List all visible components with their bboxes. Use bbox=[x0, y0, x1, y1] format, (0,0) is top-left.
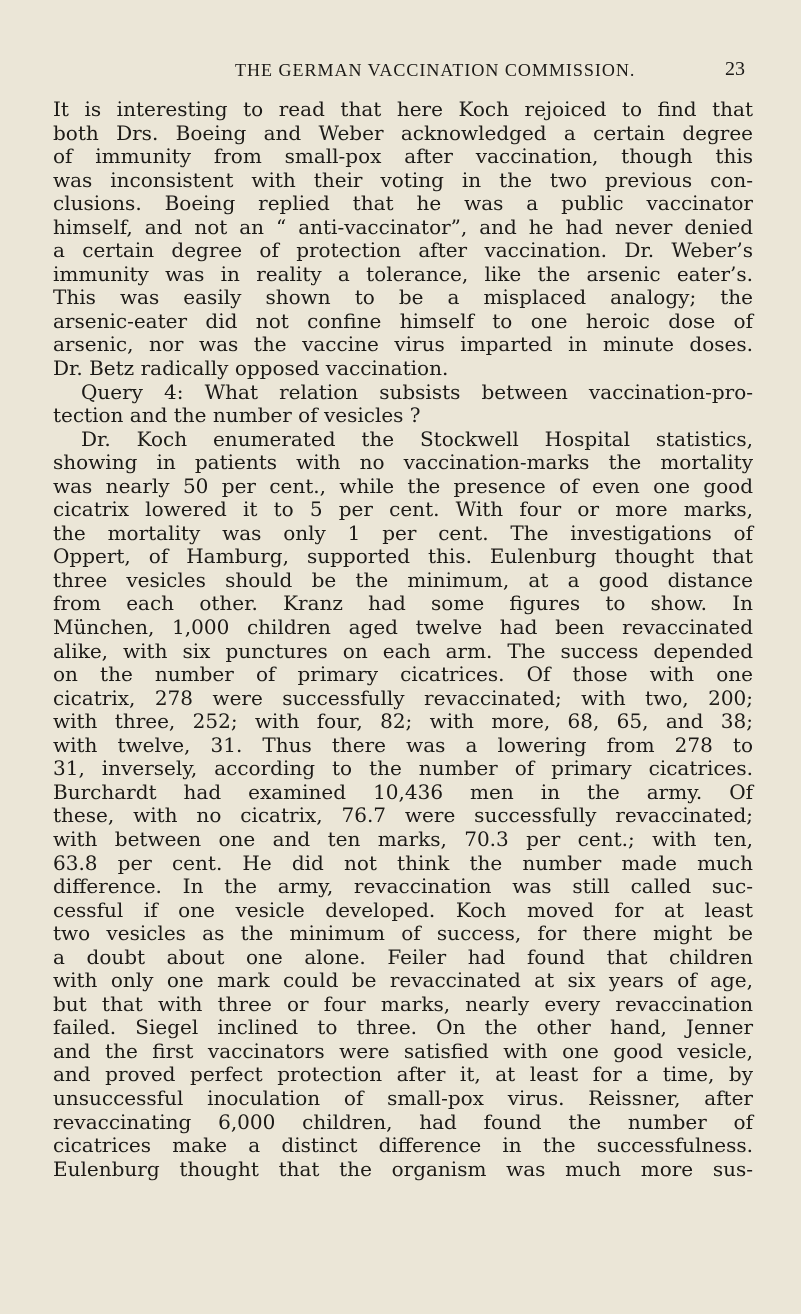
text-line: cicatrices make a distinct difference in the successfulness. bbox=[53, 1133, 753, 1158]
text-line: arsenic-eater did not confine himself to one heroic dose of bbox=[53, 308, 753, 333]
text-line: Dr. Betz radically opposed vaccination. bbox=[53, 356, 449, 381]
text-line: cessful if one vesicle developed. Koch moved for at least bbox=[53, 897, 753, 922]
text-line: of immunity from small-pox after vaccination, though this bbox=[53, 144, 753, 169]
text-line: a certain degree of protection after vaccination. Dr. Weber’s bbox=[53, 238, 753, 263]
text-line: was nearly 50 per cent., while the presence of even one good bbox=[53, 473, 753, 498]
text-line: these, with no cicatrix, 76.7 were successfully revaccinated; bbox=[53, 803, 753, 828]
text-line: Oppert, of Hamburg, supported this. Eulenburg thought that bbox=[53, 544, 753, 569]
text-line: Query 4: What relation subsists between vaccination-pro- bbox=[81, 379, 753, 404]
text-line: cicatrix, 278 were successfully revaccinated; with two, 200; bbox=[53, 685, 753, 710]
text-line: himself, and not an “ anti-vaccinator”, and he had never denied bbox=[53, 214, 753, 239]
running-head bbox=[0, 60, 801, 84]
text-line: with twelve, 31. Thus there was a lowering from 278 to bbox=[53, 732, 753, 757]
text-line: three vesicles should be the minimum, at a good distance bbox=[53, 567, 753, 592]
text-line: a doubt about one alone. Feiler had found that children bbox=[53, 944, 753, 969]
text-line: showing in patients with no vaccination-marks the mortality bbox=[53, 450, 753, 475]
text-line: München, 1,000 children aged twelve had been revaccinated bbox=[53, 615, 753, 640]
body-text bbox=[53, 98, 753, 1181]
text-line: from each other. Kranz had some figures to show. In bbox=[53, 591, 753, 616]
text-line: failed. Siegel inclined to three. On the other hand, Jenner bbox=[53, 1015, 753, 1040]
text-line: immunity was in reality a tolerance, like the arsenic eater’s. bbox=[53, 261, 753, 286]
text-line: with between one and ten marks, 70.3 per cent.; with ten, bbox=[53, 826, 753, 851]
text-line: the mortality was only 1 per cent. The investigations of bbox=[53, 520, 753, 545]
text-line: both Drs. Boeing and Weber acknowledged a certain degree bbox=[53, 120, 753, 145]
text-line: alike, with six punctures on each arm. The success depended bbox=[53, 638, 753, 663]
text-line: cicatrix lowered it to 5 per cent. With four or more marks, bbox=[53, 497, 753, 522]
text-line: revaccinating 6,000 children, had found the number of bbox=[53, 1109, 753, 1134]
text-line: was inconsistent with their voting in the two previous con- bbox=[53, 167, 753, 192]
text-line: It is interesting to read that here Koch rejoiced to find that bbox=[53, 97, 753, 121]
text-line: 63.8 per cent. He did not think the number made much bbox=[53, 850, 753, 875]
page-number: 23 bbox=[725, 58, 745, 80]
text-line: and the first vaccinators were satisfied with one good vesicle, bbox=[53, 1038, 753, 1063]
text-line: This was easily shown to be a misplaced analogy; the bbox=[53, 285, 753, 310]
text-line: Eulenburg thought that the organism was much more sus- bbox=[53, 1156, 753, 1181]
text-line: difference. In the army, revaccination was still called suc- bbox=[53, 874, 753, 899]
text-line: clusions. Boeing replied that he was a public vaccinator bbox=[53, 191, 753, 216]
text-line: Dr. Koch enumerated the Stockwell Hospital statistics, bbox=[81, 426, 753, 451]
text-line: but that with three or four marks, nearly every revaccination bbox=[53, 991, 753, 1016]
text-line: arsenic, nor was the vaccine virus imparted in minute doses. bbox=[53, 332, 753, 357]
text-line: Burchardt had examined 10,436 men in the army. Of bbox=[53, 779, 753, 804]
text-line: unsuccessful inoculation of small-pox virus. Reissner, after bbox=[53, 1085, 753, 1110]
text-line: on the number of primary cicatrices. Of those with one bbox=[53, 662, 753, 687]
running-title: THE GERMAN VACCINATION COMMISSION. bbox=[235, 60, 636, 80]
text-line: and proved perfect protection after it, at least for a time, by bbox=[53, 1062, 753, 1087]
text-line: 31, inversely, according to the number of primary cicatrices. bbox=[53, 756, 753, 781]
text-line: tection and the number of vesicles ? bbox=[53, 403, 421, 428]
text-line: with three, 252; with four, 82; with more, 68, 65, and 38; bbox=[53, 709, 753, 734]
text-line: with only one mark could be revaccinated at six years of age, bbox=[53, 968, 753, 993]
text-line: two vesicles as the minimum of success, for there might be bbox=[53, 921, 753, 946]
